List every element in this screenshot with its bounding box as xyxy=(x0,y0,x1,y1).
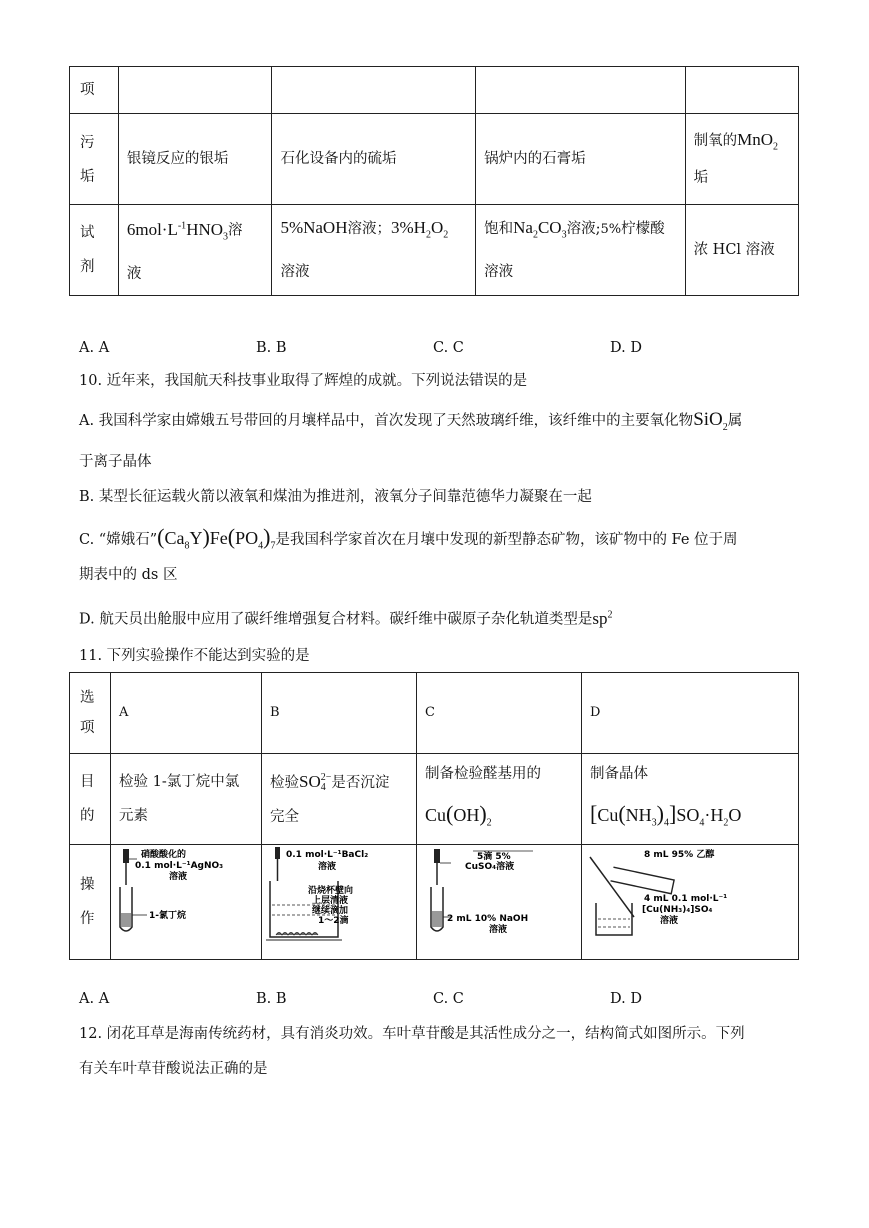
col-c-letter: C xyxy=(417,673,582,754)
purpose-a: 检验 1-氯丁烷中氯 元素 xyxy=(111,754,262,845)
row-head-dirt: 污 垢 xyxy=(70,114,119,205)
label-d-mid3: 溶液 xyxy=(660,916,679,926)
label-d-mid1: 4 mL 0.1 mol·L⁻¹ xyxy=(644,894,728,904)
q10-option-a-line1: A. 我国科学家由嫦娥五号带回的月壤样品中，首次发现了天然玻璃纤维，该纤维中的主要氧化物SiO$_2$属 xyxy=(79,409,743,433)
operation-b xyxy=(262,845,417,960)
row-head-purpose: 目 的 xyxy=(70,754,111,845)
row-head-item: 项 xyxy=(70,67,119,114)
apparatus-b-diagram xyxy=(262,845,416,945)
purpose-c: 制备检验醛基用的 $Cu(OH)_2$ xyxy=(417,754,582,845)
reagent-c: 饱和$Na_2CO_3$溶液;5%柠檬酸 溶液 xyxy=(476,205,685,296)
operation-d xyxy=(582,845,799,960)
dirt-c: 锅炉内的石膏垢 xyxy=(476,114,685,205)
liquid-icon xyxy=(432,911,442,927)
label-a-bottom: 1-氯丁烷 xyxy=(149,911,186,921)
dirt-a: 银镜反应的银垢 xyxy=(118,114,272,205)
label-b-mid2: 上层清液 xyxy=(312,896,349,906)
col-d-letter: D xyxy=(582,673,799,754)
row-head-operation: 操 作 xyxy=(70,845,111,960)
reagent-a: $6mol\cdot L^{-1}HNO_3$溶 液 xyxy=(118,205,272,296)
option-b: B. B xyxy=(256,340,287,356)
label-c-bottom1: 2 mL 10% NaOH xyxy=(447,914,529,924)
label-a-top3: 溶液 xyxy=(169,872,188,882)
q9-options xyxy=(79,340,699,360)
label-c-bottom2: 溶液 xyxy=(489,925,508,935)
purpose-d: 制备晶体 $[Cu(NH_3)_4]SO_4\cdot H_2O$ xyxy=(582,754,799,845)
option-c: C. C xyxy=(433,991,464,1007)
liquid-icon xyxy=(121,913,131,927)
table-cell xyxy=(272,67,476,114)
dropper-bulb-icon xyxy=(275,847,280,859)
q12-line1: 12. 闭花耳草是海南传统药材，具有消炎功效。车叶草苷酸是其活性成分之一，结构简式如图所示。下列 xyxy=(79,1026,745,1042)
q11-stem: 11. 下列实验操作不能达到实验的是 xyxy=(79,648,310,664)
label-a-top2: 0.1 mol·L⁻¹AgNO₃ xyxy=(135,861,224,871)
q10-option-c-line2: 期表中的 ds 区 xyxy=(79,567,178,583)
q9-table xyxy=(69,66,799,296)
apparatus-c-diagram xyxy=(417,845,581,945)
apparatus-a-diagram xyxy=(111,845,261,945)
q10-option-c-line1: C. “嫦娥石$”(Ca_8Y)Fe(PO_4)_7$是我国科学家首次在月壤中发现的新型静态矿物，该矿物中的 Fe 位于周 xyxy=(79,524,738,552)
q10-option-d: D. 航天员出舱服中应用了碳纤维增强复合材料。碳纤维中碳原子杂化轨道类型是$sp^2$ xyxy=(79,608,613,628)
dropper-bulb-icon xyxy=(123,849,129,863)
label-c-top1: 5滴 5% xyxy=(477,852,511,862)
reagent-b: 5%NaOH溶液；$3\%H_2O_2$ 溶液 xyxy=(272,205,476,296)
label-d-mid2: [Cu(NH₃)₄]SO₄ xyxy=(642,905,713,915)
dirt-d: 制氧的MnO$_2$ 垢 xyxy=(685,114,798,205)
q10-option-a-line2: 于离子晶体 xyxy=(79,454,152,470)
col-a-letter: A xyxy=(111,673,262,754)
option-a: A. A xyxy=(79,991,110,1007)
label-b-top1: 0.1 mol·L⁻¹BaCl₂ xyxy=(286,850,369,860)
table-cell xyxy=(476,67,685,114)
table-cell xyxy=(118,67,272,114)
label-a-top1: 硝酸酸化的 xyxy=(141,850,187,860)
label-b-top2: 溶液 xyxy=(318,862,337,872)
option-d: D. D xyxy=(610,340,642,356)
q11-options xyxy=(79,991,699,1011)
dropper-bulb-icon xyxy=(434,849,440,863)
label-b-mid1: 沿烧杯壁向 xyxy=(308,886,354,896)
q12-line2: 有关车叶草苷酸说法正确的是 xyxy=(79,1061,268,1077)
q10-stem: 10. 近年来，我国航天科技事业取得了辉煌的成就。下列说法错误的是 xyxy=(79,373,528,389)
q11-table xyxy=(69,672,799,960)
pouring-tube-icon xyxy=(611,867,675,894)
reagent-d: 浓 HCl 溶液 xyxy=(685,205,798,296)
dirt-b: 石化设备内的硫垢 xyxy=(272,114,476,205)
label-b-mid4: 1～2滴 xyxy=(318,916,349,926)
option-b: B. B xyxy=(256,991,287,1007)
option-a: A. A xyxy=(79,340,110,356)
option-c: C. C xyxy=(433,340,464,356)
purpose-b: 检验SO 2− 4 是否沉淀 完全 xyxy=(262,754,417,845)
row-head-reagent: 试 剂 xyxy=(70,205,119,296)
col-b-letter: B xyxy=(262,673,417,754)
label-d-top: 8 mL 95% 乙醇 xyxy=(644,850,715,860)
operation-c xyxy=(417,845,582,960)
precipitate-icon xyxy=(276,933,318,936)
row-head-option: 选 项 xyxy=(70,673,111,754)
apparatus-d-diagram xyxy=(582,845,798,945)
q10-option-b: B. 某型长征运载火箭以液氧和煤油为推进剂，液氧分子间靠范德华力凝聚在一起 xyxy=(79,489,592,505)
table-cell xyxy=(685,67,798,114)
operation-a xyxy=(111,845,262,960)
option-d: D. D xyxy=(610,991,642,1007)
label-c-top2: CuSO₄溶液 xyxy=(465,862,515,872)
label-b-mid3: 继续滴加 xyxy=(312,906,349,916)
